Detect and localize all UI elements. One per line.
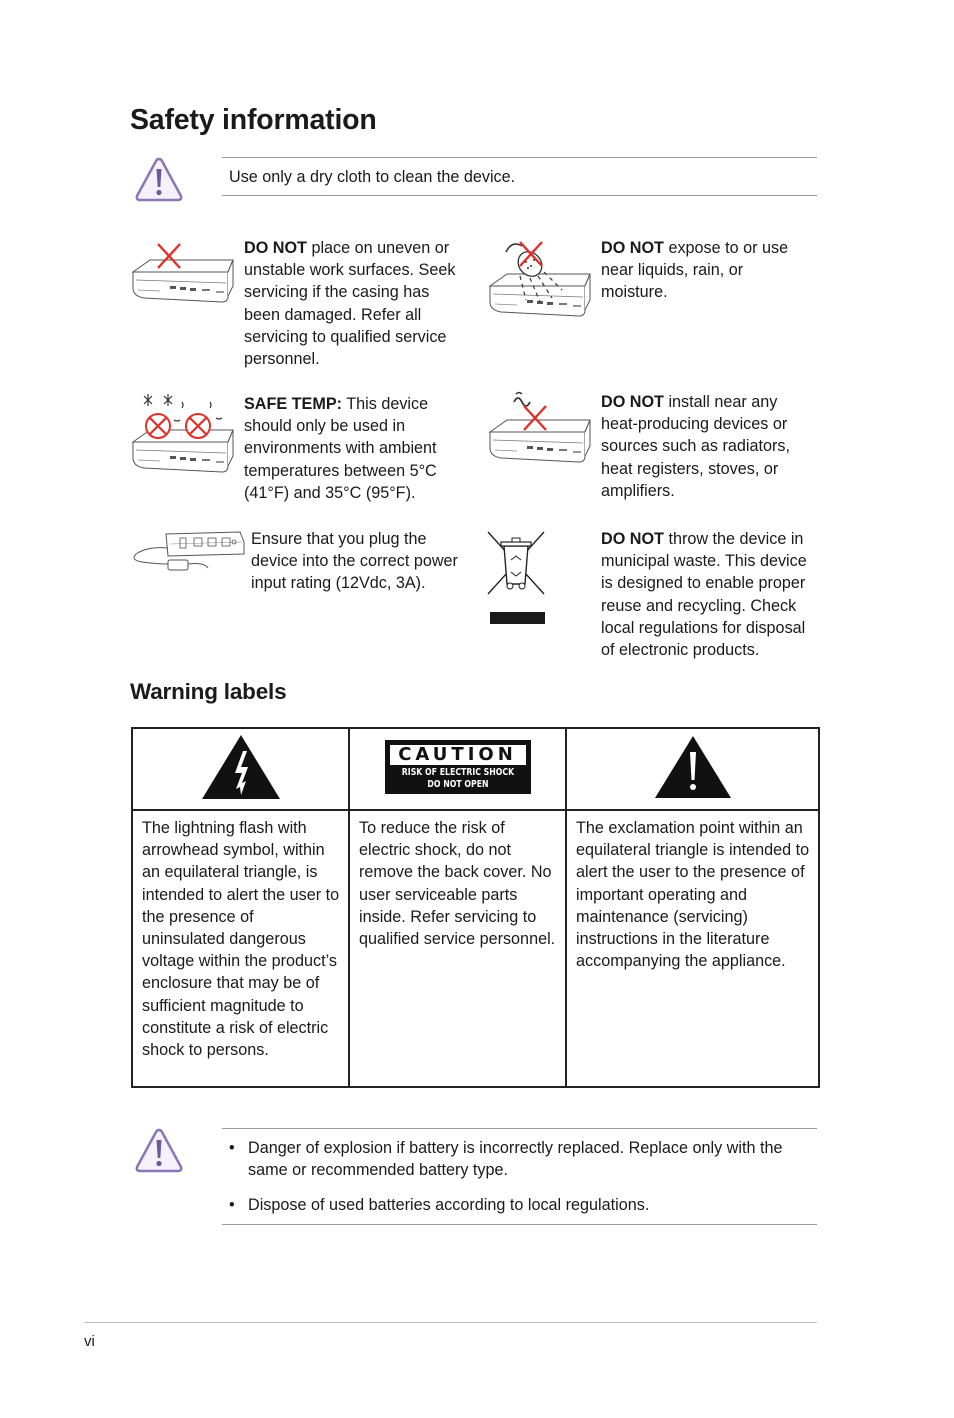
temperature-icon xyxy=(130,390,240,482)
heat-source-icon xyxy=(486,390,596,474)
list-item: • Dispose of used batteries according to local regulations. xyxy=(229,1196,650,1215)
item-heat-sources: DO NOT install near any heat-producing devices or sources such as radiators, heat registers, stoves, or amplifiers. xyxy=(601,393,790,500)
uneven-surface-icon xyxy=(130,242,240,312)
caution-sign-icon xyxy=(385,740,531,794)
lightning-description: The lightning flash with arrowhead symbol, within an equilateral triangle, is intended to alert the user to the presence of uninsulated dangerous voltage within the product’s enclosure that may be of sufficient magnitude to constitute a risk of electric shock to persons. xyxy=(132,810,349,1087)
caution-triangle-icon xyxy=(134,155,184,205)
footer-rule xyxy=(84,1322,817,1323)
caution-triangle-icon xyxy=(134,1126,184,1176)
caution-line-1: RISK OF ELECTRIC SHOCK xyxy=(401,766,514,778)
item-safe-temp: SAFE TEMP: This device should only be used in environments with ambient temperatures between 5°C (41°F) and 35°C (95°F). xyxy=(244,395,437,502)
exclamation-triangle-icon xyxy=(653,734,733,800)
exclamation-description: The exclamation point within an equilateral triangle is intended to alert the user to the presence of important operating and maintenance (servicing) instructions in the literature accompanying the appliance. xyxy=(566,810,819,1087)
power-adapter-icon xyxy=(128,530,248,578)
note-top-text: Use only a dry cloth to clean the device. xyxy=(229,168,516,186)
item-disposal: DO NOT throw the device in municipal waste. This device is designed to enable proper reuse and recycling. Check local regulations for disposal of electronic products. xyxy=(601,530,807,660)
lightning-cell xyxy=(132,728,349,810)
crossed-bin-icon xyxy=(486,528,548,628)
exclamation-cell xyxy=(566,728,819,810)
list-item: • Danger of explosion if battery is incorrectly replaced. Replace only with the same or recommended battery type. xyxy=(229,1139,783,1180)
divider xyxy=(222,1224,817,1225)
caution-line-2: DO NOT OPEN xyxy=(426,778,489,790)
warning-labels-heading: Warning labels xyxy=(130,679,287,704)
lightning-triangle-icon xyxy=(200,733,282,801)
page-number: vi xyxy=(84,1333,95,1350)
item-uneven-surface: DO NOT place on uneven or unstable work surfaces. Seek servicing if the casing has been damaged. Refer all servicing to qualified service personnel. xyxy=(244,239,456,369)
battery-notes xyxy=(222,1137,812,1217)
caution-cell xyxy=(349,728,566,810)
warning-labels-table xyxy=(131,727,820,1088)
divider xyxy=(222,1128,817,1129)
liquid-exposure-icon xyxy=(486,238,596,328)
divider xyxy=(222,157,817,158)
caution-description: To reduce the risk of electric shock, do not remove the back cover. No user serviceable parts inside. Refer servicing to qualified service personnel. xyxy=(349,810,566,1087)
page-title: Safety information xyxy=(130,104,377,136)
divider xyxy=(222,195,817,196)
caution-title: CAUTION xyxy=(390,745,526,765)
item-liquids: DO NOT expose to or use near liquids, rain, or moisture. xyxy=(601,239,789,302)
item-power-input: Ensure that you plug the device into the correct power input rating (12Vdc, 3A). xyxy=(251,530,458,593)
